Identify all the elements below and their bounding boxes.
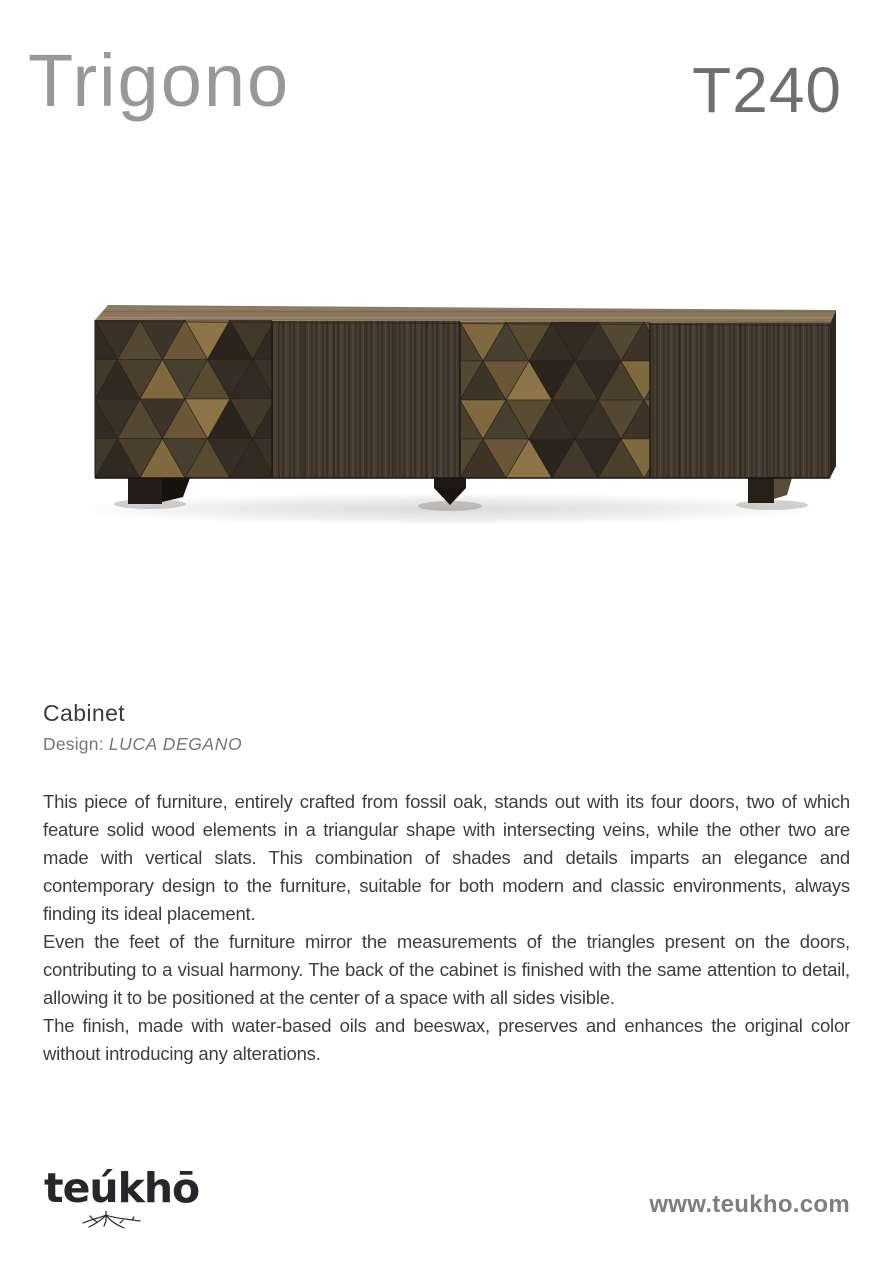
product-name: Cabinet bbox=[43, 700, 126, 726]
website-link[interactable]: www.teukho.com bbox=[649, 1191, 850, 1218]
logo-text: teúkhō bbox=[44, 1164, 200, 1212]
description-paragraph: The finish, made with water-based oils and beeswax, preserves and enhances the original color without introducing any alterations. bbox=[43, 1015, 850, 1064]
design-credit bbox=[43, 734, 850, 755]
design-label: Design: bbox=[43, 734, 104, 754]
product-info bbox=[43, 700, 850, 1068]
door-2-slats bbox=[272, 321, 460, 478]
model-code: T240 bbox=[692, 54, 842, 126]
brand-logo bbox=[44, 1164, 264, 1238]
product-description bbox=[43, 788, 850, 1068]
cabinet-side bbox=[830, 310, 836, 478]
description-paragraph: Even the feet of the furniture mirror the measurements of the triangles present on the doors, contributing to a visual harmony. The back of the cabinet is finished with the same attention to detail, allowing it to be positioned at the center of a space with all sides visible. bbox=[43, 931, 850, 1008]
door-1-mosaic bbox=[73, 320, 298, 478]
collection-title: Trigono bbox=[28, 39, 291, 122]
product-photo bbox=[50, 296, 840, 540]
description-paragraph: This piece of furniture, entirely crafted from fossil oak, stands out with its four doors, two of which feature solid wood elements in a triangular shape with intersecting veins, while the other two are made with vertical slats. This combination of shades and details imparts an elegance and contemporary design to the furniture, suitable for both modern and classic environments, always finding its ideal placement. bbox=[43, 791, 850, 924]
designer-name: LUCA DEGANO bbox=[108, 734, 243, 754]
roots-icon bbox=[82, 1211, 154, 1230]
cabinet-illustration bbox=[50, 296, 840, 540]
